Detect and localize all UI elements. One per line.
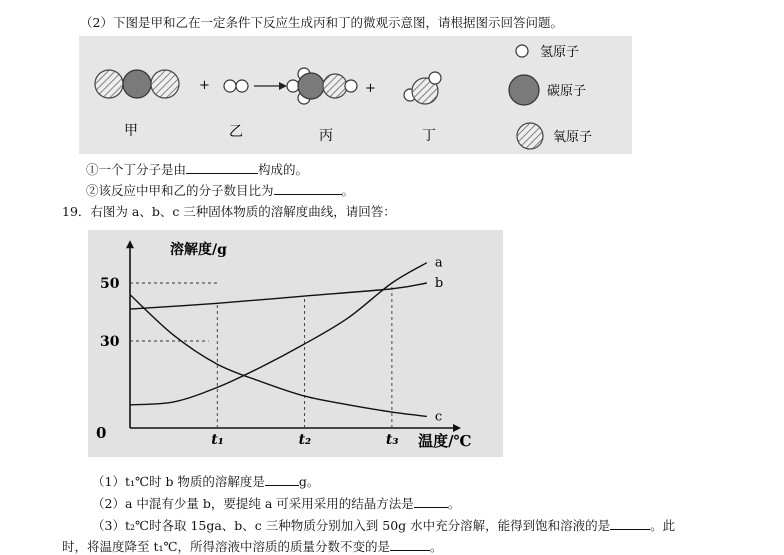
answer-blank-6[interactable] [390, 539, 430, 551]
molecule-ding [404, 72, 441, 104]
y-axis-title: 溶解度/g [170, 242, 227, 259]
q19-item1-tail: g。 [298, 474, 320, 489]
x-tick-label: t₁ [211, 432, 224, 448]
molecule-reaction-figure [79, 36, 632, 154]
molecule-jia [95, 70, 179, 98]
curve-a [130, 263, 427, 405]
origin-label: 0 [96, 424, 107, 442]
x-axis-arrow-icon [453, 424, 461, 432]
question-2-intro: （2）下图是甲和乙在一定条件下反应生成丙和丁的微观示意图，请根据图示回答问题。 [80, 15, 563, 30]
question-19-intro: 19．右图为 a、b、c 三种固体物质的溶解度曲线，请回答： [62, 204, 396, 219]
q2-item2-tail: 。 [341, 183, 355, 198]
curve-c [130, 295, 427, 417]
label-ding: 丁 [422, 128, 436, 144]
label-bing: 丙 [319, 128, 333, 144]
plus-sign-1: + [199, 78, 210, 93]
carbon-atom-icon [509, 75, 539, 105]
legend [509, 45, 592, 149]
x-tick-label: t₂ [298, 432, 312, 448]
q2-item1-text: ①一个丁分子是由 [86, 162, 187, 177]
series-label-c: c [434, 409, 443, 425]
q19-item1-text: （1）t₁℃时 b 物质的溶解度是 [92, 474, 265, 489]
series-label-b: b [434, 276, 444, 291]
q19-item3-text: （3）t₂℃时各取 15ga、b、c 三种物质分别加入到 50g 水中充分溶解，能得到饱和溶液的是 [92, 518, 611, 533]
y-tick-label: 50 [100, 276, 120, 292]
label-jia: 甲 [124, 123, 138, 139]
legend-hydrogen: 氢原子 [540, 45, 580, 60]
answer-blank-3[interactable] [265, 474, 299, 486]
q2-item1-tail: 构成的。 [258, 162, 309, 177]
answer-blank-2[interactable] [274, 183, 342, 195]
x-axis-title: 温度/℃ [418, 432, 472, 450]
answer-blank-1[interactable] [186, 162, 258, 174]
molecule-bing [287, 68, 357, 104]
y-tick-label: 30 [100, 334, 120, 350]
oxygen-atom-icon [517, 123, 543, 149]
answer-blank-5[interactable] [610, 518, 650, 530]
molecule-diagram [79, 36, 632, 154]
label-yi: 乙 [229, 124, 243, 140]
q19-item2-tail: 。 [447, 496, 461, 511]
q19-item4 [62, 537, 443, 555]
answer-blank-4[interactable] [414, 496, 448, 508]
series-label-a: a [434, 255, 443, 271]
curve-b [130, 283, 427, 309]
q19-item3 [92, 516, 675, 534]
q2-item2-text: ②该反应中甲和乙的分子数目比为 [86, 183, 274, 198]
solubility-chart [88, 230, 503, 457]
plus-sign-2: + [365, 81, 376, 96]
q19-item2 [92, 494, 460, 512]
x-tick-label: t₃ [385, 432, 399, 448]
q19-item4-tail: 。 [430, 539, 443, 554]
q19-item1 [92, 472, 319, 490]
solubility-chart-svg [88, 230, 503, 457]
q19-item2-text: （2）a 中混有少量 b，要提纯 a 可采用采用的结晶方法是 [92, 496, 414, 511]
y-axis-arrow-icon [126, 240, 134, 248]
legend-oxygen: 氧原子 [553, 130, 593, 145]
q2-item2 [86, 181, 354, 199]
reaction-arrow [254, 82, 287, 90]
molecule-yi [224, 80, 248, 92]
q19-item3-tail: 。此 [650, 518, 676, 533]
q19-item4-text: 时，将温度降至 t₁℃，所得溶液中溶质的质量分数不变的是 [62, 539, 390, 554]
hydrogen-atom-icon [516, 45, 528, 57]
q2-item1 [86, 160, 308, 178]
legend-carbon: 碳原子 [547, 84, 587, 99]
